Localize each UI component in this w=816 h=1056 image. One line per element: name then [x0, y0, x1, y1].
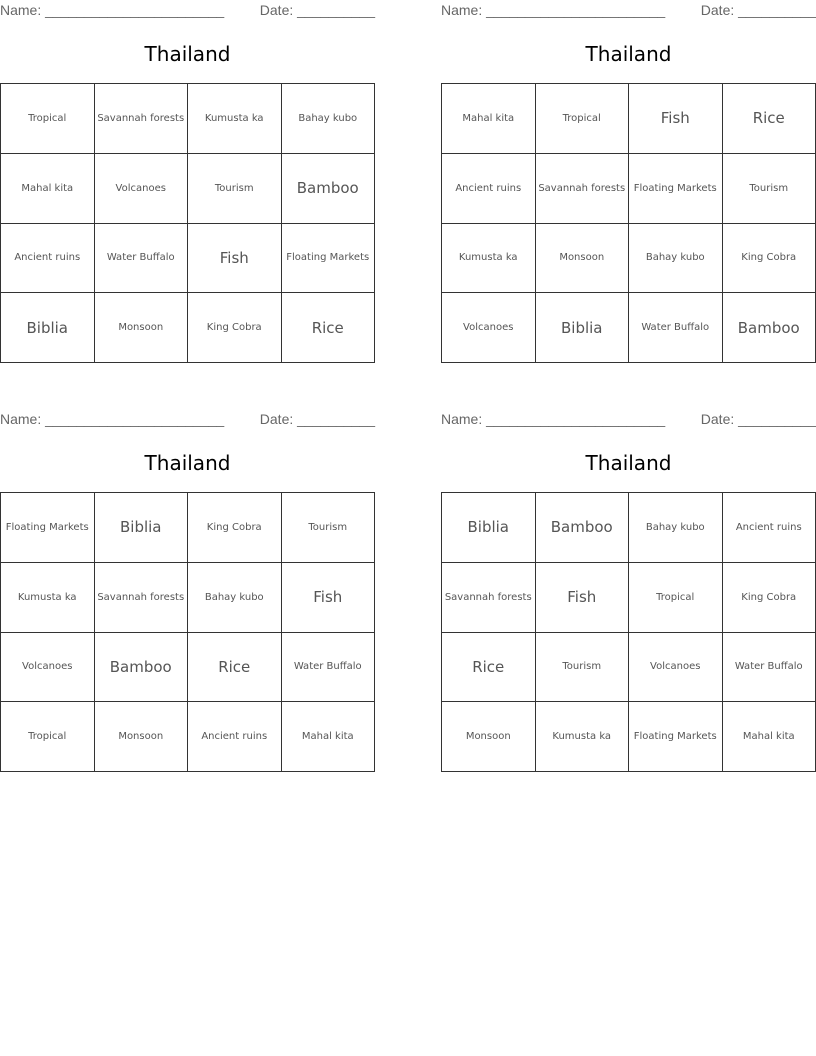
bingo-cell: Biblia	[442, 493, 536, 563]
bingo-cell: Kumusta ka	[188, 84, 282, 154]
bingo-card-2	[441, 0, 816, 365]
bingo-cell: Kumusta ka	[1, 563, 95, 633]
bingo-grid	[441, 492, 816, 772]
bingo-cell: Kumusta ka	[536, 702, 630, 772]
bingo-cell: Floating Markets	[282, 224, 376, 294]
bingo-cell: Water Buffalo	[282, 633, 376, 703]
bingo-cell: King Cobra	[188, 293, 282, 363]
date-field: Date: __________	[259, 2, 375, 18]
bingo-cell: Mahal kita	[442, 84, 536, 154]
bingo-cell: Bahay kubo	[629, 224, 723, 294]
bingo-grid	[441, 83, 816, 363]
bingo-cell: Bamboo	[723, 293, 816, 363]
bingo-cell: Tropical	[1, 702, 95, 772]
bingo-cell: King Cobra	[188, 493, 282, 563]
bingo-cell: Fish	[188, 224, 282, 294]
bingo-cell: Fish	[282, 563, 376, 633]
name-field: Name: _______________________	[441, 2, 666, 18]
bingo-cell: Monsoon	[95, 293, 189, 363]
name-field: Name: _______________________	[0, 411, 225, 427]
bingo-cell: Water Buffalo	[723, 633, 816, 703]
bingo-cell: Bamboo	[95, 633, 189, 703]
bingo-cell: Fish	[629, 84, 723, 154]
bingo-cell: Water Buffalo	[95, 224, 189, 294]
bingo-card-3	[0, 409, 375, 774]
bingo-cell: Tourism	[282, 493, 376, 563]
bingo-cell: Savannah forests	[95, 84, 189, 154]
bingo-cell: Tourism	[723, 154, 816, 224]
bingo-cell: Savannah forests	[536, 154, 630, 224]
bingo-cell: Water Buffalo	[629, 293, 723, 363]
card-header	[441, 0, 816, 22]
bingo-cell: Ancient ruins	[188, 702, 282, 772]
bingo-cell: Fish	[536, 563, 630, 633]
card-title: Thailand	[144, 451, 231, 475]
bingo-cell: Tourism	[188, 154, 282, 224]
date-field: Date: __________	[700, 2, 816, 18]
bingo-cell: Rice	[723, 84, 816, 154]
bingo-cell: Mahal kita	[1, 154, 95, 224]
bingo-cell: Tropical	[629, 563, 723, 633]
bingo-cell: Tropical	[536, 84, 630, 154]
date-field: Date: __________	[700, 411, 816, 427]
bingo-card-4	[441, 409, 816, 774]
bingo-cell: Kumusta ka	[442, 224, 536, 294]
bingo-cell: Bahay kubo	[629, 493, 723, 563]
bingo-cell: Floating Markets	[629, 154, 723, 224]
bingo-cell: Savannah forests	[95, 563, 189, 633]
card-header	[0, 0, 375, 22]
name-field: Name: _______________________	[0, 2, 225, 18]
bingo-card-1	[0, 0, 375, 365]
bingo-grid	[0, 83, 375, 363]
date-field: Date: __________	[259, 411, 375, 427]
bingo-cell: King Cobra	[723, 563, 816, 633]
bingo-cell: King Cobra	[723, 224, 816, 294]
bingo-cell: Biblia	[536, 293, 630, 363]
bingo-cell: Biblia	[95, 493, 189, 563]
bingo-cell: Volcanoes	[442, 293, 536, 363]
bingo-cell: Bamboo	[282, 154, 376, 224]
bingo-cell: Volcanoes	[1, 633, 95, 703]
bingo-cell: Monsoon	[536, 224, 630, 294]
card-header	[0, 409, 375, 431]
bingo-cell: Rice	[188, 633, 282, 703]
bingo-cell: Tropical	[1, 84, 95, 154]
bingo-cell: Monsoon	[442, 702, 536, 772]
bingo-cell: Bahay kubo	[282, 84, 376, 154]
bingo-cell: Rice	[282, 293, 376, 363]
bingo-cell: Tourism	[536, 633, 630, 703]
bingo-cell: Savannah forests	[442, 563, 536, 633]
bingo-cell: Floating Markets	[629, 702, 723, 772]
bingo-cell: Floating Markets	[1, 493, 95, 563]
bingo-cell: Bamboo	[536, 493, 630, 563]
card-header	[441, 409, 816, 431]
bingo-grid	[0, 492, 375, 772]
bingo-cell: Bahay kubo	[188, 563, 282, 633]
bingo-cell: Biblia	[1, 293, 95, 363]
bingo-cell: Mahal kita	[723, 702, 816, 772]
card-title: Thailand	[585, 451, 672, 475]
bingo-cell: Volcanoes	[95, 154, 189, 224]
bingo-cell: Monsoon	[95, 702, 189, 772]
bingo-cell: Ancient ruins	[442, 154, 536, 224]
name-field: Name: _______________________	[441, 411, 666, 427]
bingo-cell: Ancient ruins	[723, 493, 816, 563]
bingo-cell: Rice	[442, 633, 536, 703]
bingo-cell: Volcanoes	[629, 633, 723, 703]
card-title: Thailand	[144, 42, 231, 66]
card-title: Thailand	[585, 42, 672, 66]
bingo-cell: Mahal kita	[282, 702, 376, 772]
bingo-cell: Ancient ruins	[1, 224, 95, 294]
